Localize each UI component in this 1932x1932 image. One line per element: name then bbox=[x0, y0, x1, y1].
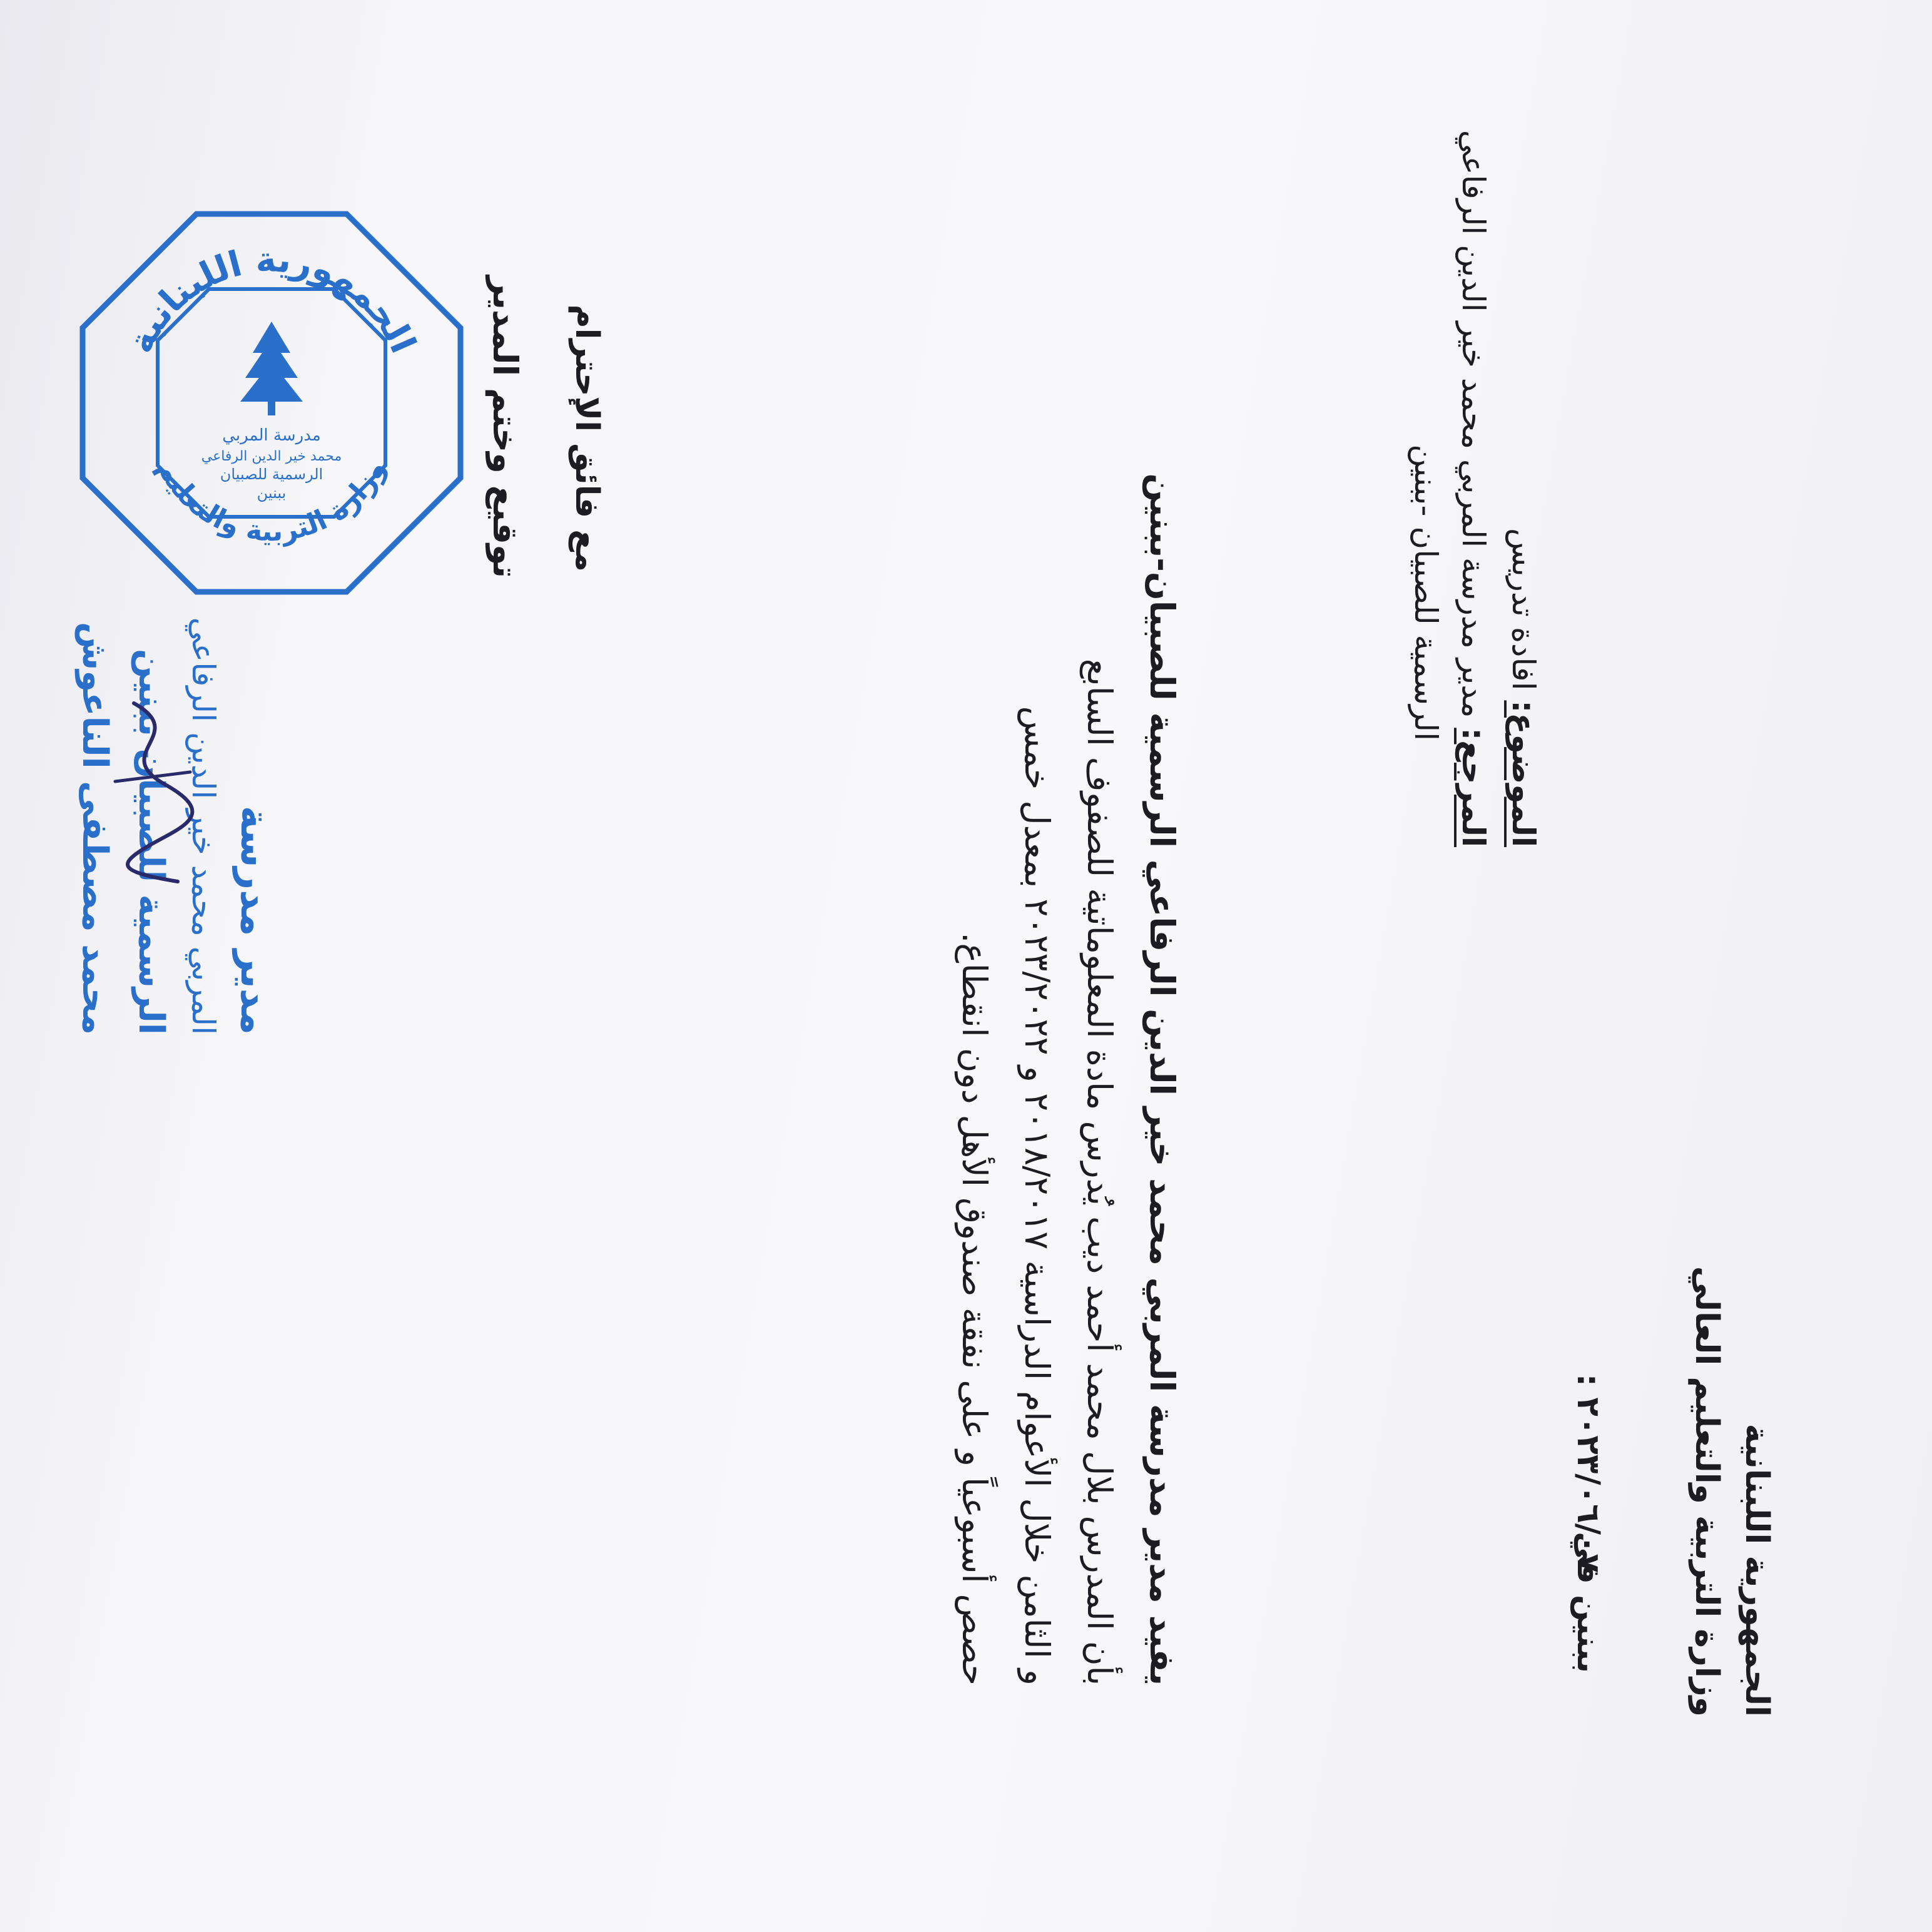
closing-regards: مع فائق الإحترام bbox=[568, 304, 606, 572]
reference-line bbox=[1455, 130, 1492, 847]
body-line-2: بأن المدرس بلال محمد أحمد ديب يُدرس مادة المعلوماتية للصفوف السابع bbox=[1080, 658, 1119, 1685]
closing-sign-label: توقيع وختم المدير bbox=[486, 276, 525, 578]
stamp-center-3: الرسمية للصبيان bbox=[220, 465, 323, 483]
stamp-center-4: ببنين bbox=[257, 484, 287, 502]
signature-line-3: الرسمية للصبيان ببنين bbox=[131, 648, 171, 1035]
signature-line-4: محمد مصطفى الناعوش bbox=[74, 621, 115, 1035]
date-value: : ٢٠٢٣/٠٦/٠٧ bbox=[1570, 1373, 1607, 1573]
body-line-1: يفيد مدير مدرسة المربي محمد خير الدين الرفاعي الرسمية للصبيان-ببنين bbox=[1142, 473, 1182, 1685]
official-stamp bbox=[71, 203, 472, 603]
date-place-label: ببنين في bbox=[1570, 1532, 1607, 1673]
signature-line-1: مدير مدرسة bbox=[232, 805, 278, 1035]
reference-line1: مدير مدرسة المربي محمد خير الدين الرفاعي bbox=[1455, 130, 1492, 718]
republic-header: الجمهورية اللبنانية bbox=[1738, 1423, 1776, 1717]
subject-line bbox=[1505, 528, 1542, 847]
body-line-4: حصص أسبوعياً و على نفقة صندوق الأهل دون انقطاع. bbox=[955, 932, 994, 1685]
subject-value: افادة تدريس bbox=[1505, 528, 1542, 691]
reference-line2: الرسمية للصبيان -ببنين bbox=[1408, 444, 1444, 741]
stamp-center-1: مدرسة المربي bbox=[222, 426, 321, 445]
reference-label: المرجع: bbox=[1455, 728, 1492, 847]
stamp-ring-bottom: وزارة التربية والتعليم bbox=[151, 454, 392, 548]
handwritten-signature bbox=[103, 697, 203, 885]
ministry-header: وزارة التربية والتعليم العالي bbox=[1688, 1266, 1726, 1717]
signature-block bbox=[28, 534, 278, 1035]
signature-line-2: المربي محمد خير الدين الرفاعي bbox=[185, 617, 221, 1035]
body-line-3: و الثامن خلال الأعوام الدراسية ٢٠١٨/٢٠١٧ و ٢٠٢٣/٢٠٢٢ بمعدل خمس bbox=[1017, 706, 1057, 1685]
subject-label: الموضوع: bbox=[1505, 700, 1542, 847]
stamp-center-2: محمد خير الدين الرفاعي bbox=[201, 449, 342, 464]
cedar-icon bbox=[240, 322, 303, 415]
stamp-ring-top: الجمهورية اللبنانية bbox=[119, 239, 424, 360]
letter-page bbox=[74, 59, 1842, 1873]
